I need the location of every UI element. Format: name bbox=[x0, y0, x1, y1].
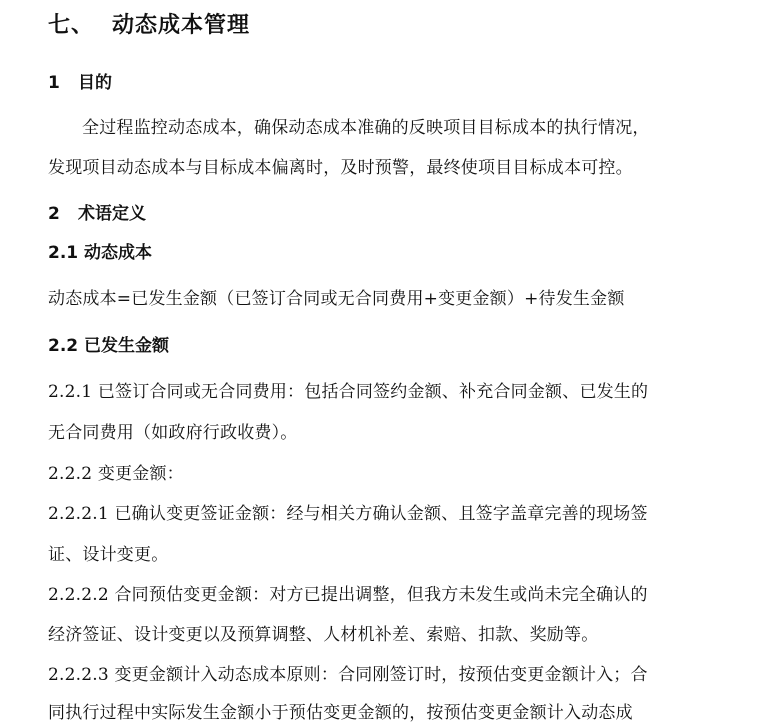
terms-heading bbox=[48, 199, 146, 224]
incurred-line: 2.2.2.3 变更金额计入动态成本原则：合同刚签订时，按预估变更金额计入；合 bbox=[48, 665, 648, 685]
incurred-line: 同执行过程中实际发生金额小于预估变更金额的，按预估变更金额计入动态成 bbox=[48, 703, 633, 723]
purpose-number: 1 bbox=[48, 73, 60, 93]
incurred-line: 2.2.1 已签订合同或无合同费用：包括合同签约金额、补充合同金额、已发生的 bbox=[48, 382, 649, 402]
section-title: 动态成本管理 bbox=[112, 13, 251, 38]
terms-title: 术语定义 bbox=[78, 204, 146, 224]
purpose-title: 目的 bbox=[78, 73, 112, 93]
purpose-paragraph-line-1: 全过程监控动态成本，确保动态成本准确的反映项目目标成本的执行情况， bbox=[82, 118, 650, 138]
incurred-line: 无合同费用（如政府行政收费）。 bbox=[48, 423, 298, 443]
terms-number: 2 bbox=[48, 204, 60, 224]
purpose-paragraph-line-2: 发现项目动态成本与目标成本偏离时，及时预警，最终使项目目标成本可控。 bbox=[48, 158, 633, 178]
incurred-line: 2.2.2.1 已确认变更签证金额：经与相关方确认金额、且签字盖章完善的现场签 bbox=[48, 504, 648, 524]
incurred-line: 2.2.2 变更金额： bbox=[48, 464, 184, 484]
incurred-amount-heading: 2.2 已发生金额 bbox=[48, 336, 170, 356]
incurred-line: 证、设计变更。 bbox=[48, 545, 169, 565]
incurred-line: 2.2.2.2 合同预估变更金额：对方已提出调整，但我方未发生或尚未完全确认的 bbox=[48, 585, 648, 605]
dynamic-cost-formula: 动态成本=已发生金额（已签订合同或无合同费用+变更金额）+待发生金额 bbox=[48, 289, 625, 309]
section-heading bbox=[48, 8, 250, 39]
section-number: 七、 bbox=[48, 13, 95, 38]
incurred-line: 经济签证、设计变更以及预算调整、人材机补差、索赔、扣款、奖励等。 bbox=[48, 625, 599, 645]
purpose-heading bbox=[48, 68, 112, 93]
dynamic-cost-heading: 2.1 动态成本 bbox=[48, 243, 153, 263]
